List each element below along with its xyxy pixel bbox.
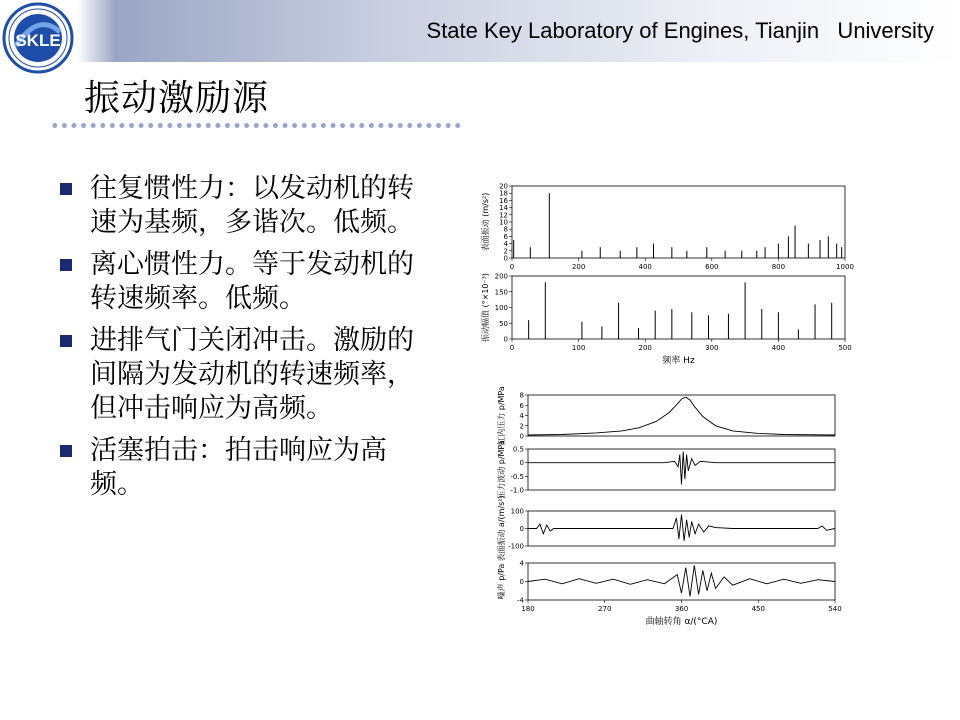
x-tick-label: 180 — [521, 605, 535, 613]
x-tick-label: 100 — [571, 344, 586, 352]
x-tick-label: 270 — [598, 605, 612, 613]
bullet-text: 离心惯性力。等于发动机的转速频率。低频。 — [90, 249, 414, 314]
x-tick-label: 200 — [571, 263, 586, 271]
x-tick-label: 400 — [771, 344, 786, 352]
bullet-list — [58, 172, 438, 510]
plot-frame-5 — [528, 563, 835, 600]
y-tick-label: -100 — [508, 542, 524, 551]
x-tick-label: 200 — [638, 344, 652, 352]
plot-frame-1 — [512, 276, 845, 339]
y-tick-label: 8 — [503, 225, 508, 234]
y-tick-label: 12 — [499, 211, 508, 220]
spectrum-figure — [455, 180, 855, 365]
lab-logo-icon — [2, 2, 74, 74]
slide-title: 振动激励源 — [84, 78, 270, 119]
y-tick-label: -0.5 — [510, 472, 524, 481]
plot-frame-2 — [528, 395, 835, 436]
x-tick-label: 400 — [638, 263, 652, 271]
bullet-item — [58, 434, 438, 502]
y-tick-label: 4 — [519, 412, 524, 420]
x-tick-label: 360 — [674, 605, 689, 613]
x-tick-label: 450 — [751, 605, 765, 613]
bullet-square-icon — [60, 259, 72, 271]
y-tick-label: 8 — [519, 391, 524, 400]
x-tick-label: 500 — [838, 344, 852, 352]
y-axis-label: 缸内压力 p/MPa — [497, 386, 506, 445]
y-tick-label: 14 — [499, 204, 508, 213]
y-axis-label: 表面振动 a/(m/s²) — [497, 495, 506, 562]
bullet-item — [58, 172, 438, 240]
x-tick-label: 1000 — [836, 263, 854, 271]
bullet-item — [58, 248, 438, 316]
x-tick-label: 0 — [509, 344, 515, 352]
x-tick-label: 0 — [509, 263, 515, 271]
bullet-item — [58, 324, 438, 426]
bullet-square-icon — [60, 183, 72, 195]
y-tick-label: 0.5 — [512, 445, 524, 454]
y-tick-label: 6 — [503, 232, 508, 241]
y-tick-label: -4 — [517, 596, 524, 605]
x-tick-label: 600 — [705, 263, 719, 271]
y-tick-label: 100 — [510, 507, 524, 516]
signal-line-3 — [528, 452, 835, 485]
y-tick-label: -1.0 — [510, 486, 524, 495]
y-tick-label: 16 — [499, 196, 508, 205]
y-tick-label: 20 — [499, 182, 508, 191]
bullet-text: 进排气门关闭冲击。激励的间隔为发动机的转速频率，但冲击响应为高频。 — [90, 325, 414, 424]
y-tick-label: 200 — [494, 272, 508, 281]
logo-text: SKLE — [15, 31, 61, 50]
y-tick-label: 0 — [519, 459, 524, 468]
signal-line-4 — [528, 515, 835, 541]
x-axis-label: 曲轴转角 α/(°CA) — [645, 617, 718, 627]
x-axis-label: 频率 Hz — [662, 356, 695, 365]
y-axis-label: 压力波动 p/MPa — [497, 440, 506, 499]
signal-line-2 — [528, 397, 835, 435]
signal-line-5 — [528, 565, 835, 596]
x-tick-label: 540 — [828, 605, 842, 613]
y-tick-label: 6 — [519, 401, 524, 410]
y-tick-label: 4 — [519, 559, 524, 568]
y-tick-label: 0 — [519, 432, 524, 441]
y-tick-label: 0 — [503, 335, 508, 344]
x-tick-label: 800 — [771, 263, 786, 271]
y-tick-label: 2 — [503, 247, 508, 256]
bullet-square-icon — [60, 335, 72, 347]
bullet-text: 活塞拍击：拍击响应为高频。 — [90, 435, 387, 500]
y-axis-label: 振动幅值 (°×10⁻³) — [481, 272, 490, 343]
y-tick-label: 0 — [519, 578, 524, 586]
y-axis-label: 表面振动 (m/s²) — [481, 192, 490, 252]
y-tick-label: 2 — [519, 422, 524, 431]
y-tick-label: 18 — [499, 189, 508, 198]
y-tick-label: 50 — [499, 319, 508, 328]
y-tick-label: 100 — [494, 304, 508, 312]
y-tick-label: 4 — [503, 240, 508, 249]
bullet-text: 往复惯性力：以发动机的转速为基频，多谐次。低频。 — [90, 173, 414, 238]
y-tick-label: 0 — [503, 254, 508, 263]
header-title: State Key Laboratory of Engines, Tianjin University — [426, 18, 934, 43]
time-domain-figure — [455, 385, 855, 635]
title-divider — [50, 122, 464, 129]
y-tick-label: 0 — [519, 525, 524, 533]
y-axis-label: 噪声 p/Pa — [497, 563, 506, 600]
bullet-square-icon — [60, 445, 72, 457]
x-tick-label: 300 — [705, 344, 719, 352]
y-tick-label: 150 — [494, 288, 508, 297]
y-tick-label: 10 — [499, 218, 508, 227]
